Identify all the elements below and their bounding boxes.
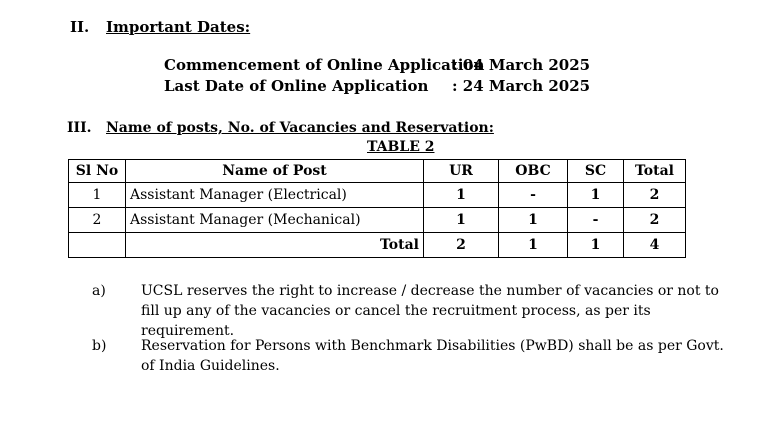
section-3-title: Name of posts, No. of Vacancies and Reservation: [106, 120, 494, 136]
section-2-number: II. [70, 18, 90, 36]
header-name-of-post: Name of Post [126, 160, 424, 183]
cell-sc: - [568, 208, 624, 233]
date-value-commencement: : 04 March 2025 [452, 56, 591, 74]
cell-total-sc: 1 [568, 233, 624, 258]
table-caption: TABLE 2 [367, 139, 435, 155]
cell-total-total: 4 [624, 233, 686, 258]
section-3-number: III. [67, 120, 92, 136]
date-label-commencement: Commencement of Online Application [164, 56, 485, 74]
cell-total: 2 [624, 183, 686, 208]
cell-sl: 1 [69, 183, 126, 208]
cell-total-label: Total [126, 233, 424, 258]
cell-empty [69, 233, 126, 258]
note-a-marker: a) [92, 283, 106, 299]
cell-obc: 1 [499, 208, 568, 233]
date-value-last: : 24 March 2025 [452, 77, 591, 95]
note-b-text: Reservation for Persons with Benchmark Disabilities (PwBD) shall be as per Govt. of India Guidelines. [141, 338, 724, 374]
cell-ur: 1 [424, 208, 499, 233]
table-total-row [69, 233, 686, 258]
cell-sc: 1 [568, 183, 624, 208]
table-row [69, 183, 686, 208]
table-row [69, 208, 686, 233]
cell-total-obc: 1 [499, 233, 568, 258]
header-obc: OBC [499, 160, 568, 183]
cell-post: Assistant Manager (Electrical) [126, 183, 424, 208]
cell-total: 2 [624, 208, 686, 233]
cell-post: Assistant Manager (Mechanical) [126, 208, 424, 233]
vacancy-table [68, 159, 686, 258]
cell-ur: 1 [424, 183, 499, 208]
header-sc: SC [568, 160, 624, 183]
header-ur: UR [424, 160, 499, 183]
date-label-last: Last Date of Online Application [164, 77, 429, 95]
note-b-marker: b) [92, 338, 107, 354]
cell-obc: - [499, 183, 568, 208]
header-total: Total [624, 160, 686, 183]
section-2-title: Important Dates: [106, 18, 251, 36]
cell-total-ur: 2 [424, 233, 499, 258]
cell-sl: 2 [69, 208, 126, 233]
header-sl-no: Sl No [69, 160, 126, 183]
note-a-text: UCSL reserves the right to increase / decrease the number of vacancies or not to fill up any of the vacancies or cancel the recruitment process, as per its requirement. [141, 283, 719, 339]
table-header-row [69, 160, 686, 183]
